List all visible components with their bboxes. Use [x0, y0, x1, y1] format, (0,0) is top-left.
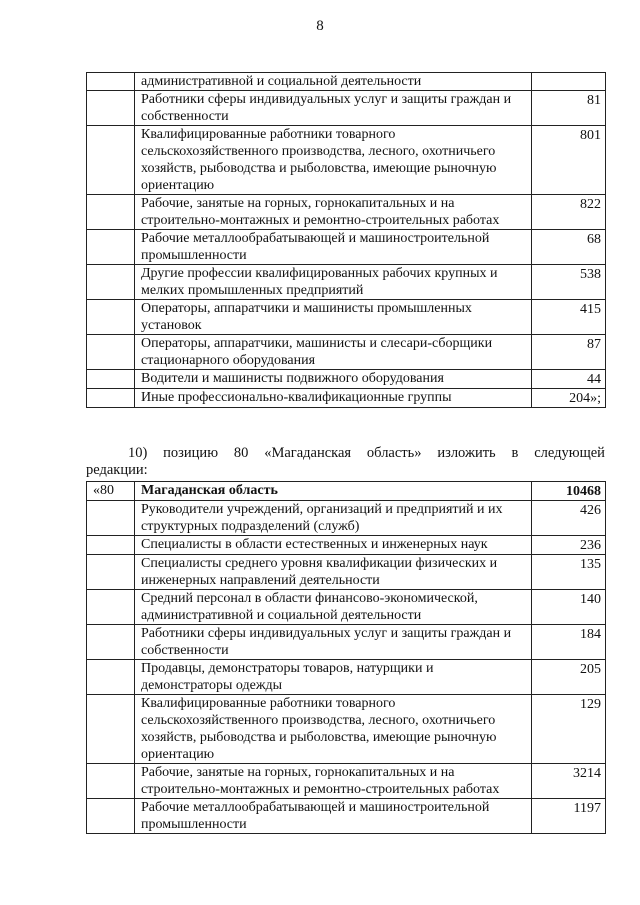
table-row	[87, 370, 606, 389]
occupation-count: 140	[532, 590, 606, 625]
occupation-count: 87	[532, 335, 606, 370]
row-code	[87, 536, 135, 555]
occupation-count: 184	[532, 625, 606, 660]
word: область»	[366, 445, 422, 461]
word: позицию	[163, 445, 219, 461]
row-code	[87, 195, 135, 230]
occupation-name: Специалисты среднего уровня квалификации физических и инженерных направлений деятельности	[135, 555, 532, 590]
occupation-count: 81	[532, 91, 606, 126]
row-code	[87, 126, 135, 195]
occupation-name: административной и социальной деятельности	[135, 73, 532, 91]
occupation-count: 129	[532, 695, 606, 764]
amendment-line-1	[86, 445, 605, 462]
row-code	[87, 590, 135, 625]
table-row	[87, 695, 606, 764]
word: «Магаданская	[264, 445, 352, 461]
row-code	[87, 73, 135, 91]
occupation-name: Специалисты в области естественных и инженерных наук	[135, 536, 532, 555]
amendment-paragraph	[86, 445, 605, 479]
occupation-name: Продавцы, демонстраторы товаров, натурщики и демонстраторы одежды	[135, 660, 532, 695]
row-code	[87, 370, 135, 389]
occupation-name: Рабочие металлообрабатывающей и машиностроительной промышленности	[135, 230, 532, 265]
word: 80	[233, 445, 249, 461]
occupation-name: Иные профессионально-квалификационные группы	[135, 389, 532, 408]
occupation-count: 3214	[532, 764, 606, 799]
table-row	[87, 501, 606, 536]
amendment-line-2: редакции:	[86, 462, 148, 478]
occupation-name: Квалифицированные работники товарного сельскохозяйственного производства, лесного, охотничьего хозяйств, рыбоводства и рыболовства, имеющие рыночную ориентацию	[135, 695, 532, 764]
occupation-count: 538	[532, 265, 606, 300]
occupation-name: Операторы, аппаратчики, машинисты и слесари-сборщики стационарного оборудования	[135, 335, 532, 370]
occupation-name: Квалифицированные работники товарного сельскохозяйственного производства, лесного, охотничьего хозяйств, рыбоводства и рыболовства, имеющие рыночную ориентацию	[135, 126, 532, 195]
occupation-count	[532, 73, 606, 91]
occupation-name: Средний персонал в области финансово-экономической, административной и социальной деятельности	[135, 590, 532, 625]
occupation-name: Рабочие металлообрабатывающей и машиностроительной промышленности	[135, 799, 532, 834]
occupation-count: 415	[532, 300, 606, 335]
occupation-count: 204»;	[532, 389, 606, 408]
occupation-count: 822	[532, 195, 606, 230]
table-row	[87, 536, 606, 555]
table-header-row	[87, 482, 606, 501]
word: следующей	[534, 445, 605, 461]
row-code	[87, 695, 135, 764]
row-code	[87, 501, 135, 536]
row-code	[87, 799, 135, 834]
occupation-name: Рабочие, занятые на горных, горнокапитальных и на строительно-монтажных и ремонтно-строительных работах	[135, 764, 532, 799]
table-row	[87, 195, 606, 230]
region-total: 10468	[532, 482, 606, 501]
occupation-name: Работники сферы индивидуальных услуг и защиты граждан и собственности	[135, 91, 532, 126]
row-code	[87, 230, 135, 265]
word: изложить	[437, 445, 496, 461]
table-row	[87, 265, 606, 300]
occupation-count: 801	[532, 126, 606, 195]
table-row	[87, 625, 606, 660]
magadan-region-table	[86, 481, 606, 834]
occupation-count: 205	[532, 660, 606, 695]
row-code	[87, 335, 135, 370]
row-code	[87, 300, 135, 335]
occupation-count: 1197	[532, 799, 606, 834]
table-row	[87, 335, 606, 370]
table-row	[87, 590, 606, 625]
row-code	[87, 660, 135, 695]
word: 10)	[128, 445, 148, 461]
table-row	[87, 73, 606, 91]
occupation-name: Работники сферы индивидуальных услуг и защиты граждан и собственности	[135, 625, 532, 660]
row-code	[87, 265, 135, 300]
occupation-count: 135	[532, 555, 606, 590]
occupation-name: Операторы, аппаратчики и машинисты промышленных установок	[135, 300, 532, 335]
word: в	[511, 445, 519, 461]
row-code	[87, 764, 135, 799]
table-row	[87, 660, 606, 695]
table-row	[87, 126, 606, 195]
occupation-table-continued	[86, 72, 606, 408]
occupation-count: 426	[532, 501, 606, 536]
occupation-count: 44	[532, 370, 606, 389]
occupation-count: 68	[532, 230, 606, 265]
region-name: Магаданская область	[135, 482, 532, 501]
row-code	[87, 389, 135, 408]
table-row	[87, 555, 606, 590]
row-code	[87, 91, 135, 126]
table-row	[87, 764, 606, 799]
table-row	[87, 230, 606, 265]
occupation-name: Другие профессии квалифицированных рабочих крупных и мелких промышленных предприятий	[135, 265, 532, 300]
table-row	[87, 91, 606, 126]
row-code	[87, 555, 135, 590]
page-number: 8	[316, 18, 324, 34]
row-code	[87, 625, 135, 660]
table-row	[87, 300, 606, 335]
occupation-count: 236	[532, 536, 606, 555]
occupation-name: Водители и машинисты подвижного оборудования	[135, 370, 532, 389]
region-code: «80	[87, 482, 135, 501]
table-row	[87, 799, 606, 834]
occupation-name: Рабочие, занятые на горных, горнокапитальных и на строительно-монтажных и ремонтно-строительных работах	[135, 195, 532, 230]
table-row	[87, 389, 606, 408]
occupation-name: Руководители учреждений, организаций и предприятий и их структурных подразделений (служб)	[135, 501, 532, 536]
